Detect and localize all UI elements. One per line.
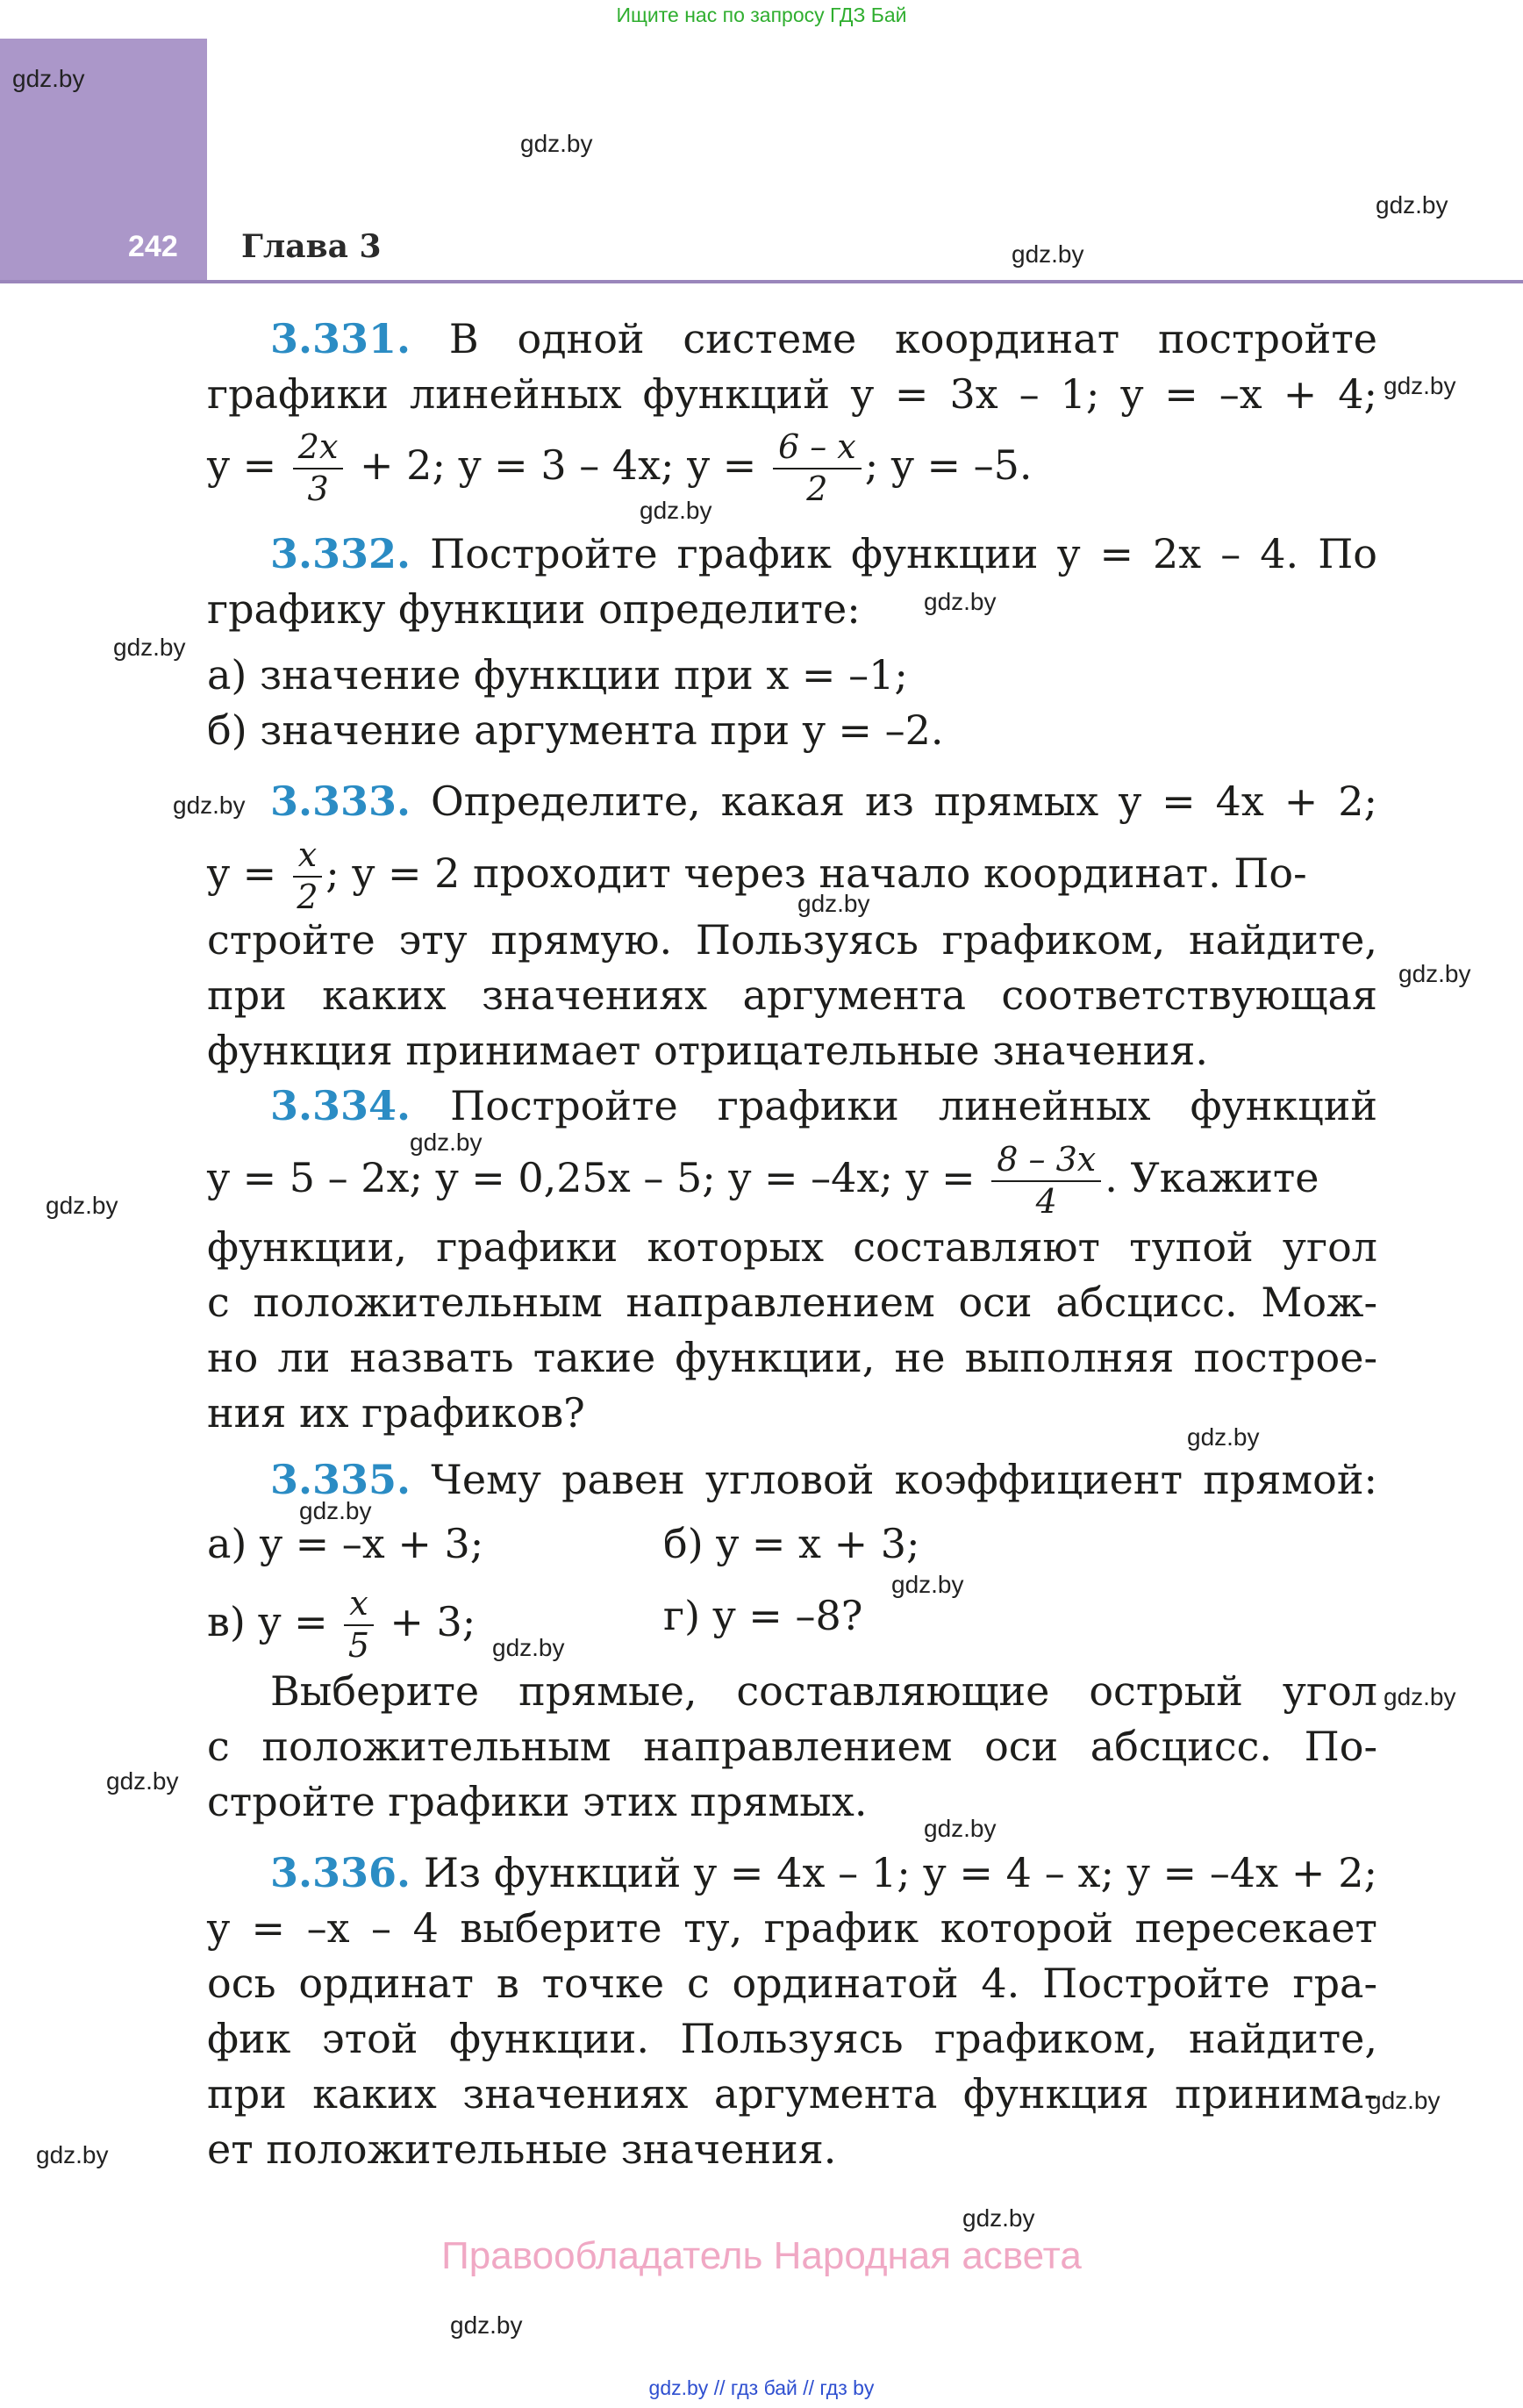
exercise-3333-line-5: функция принимает отрицательные значения. bbox=[207, 1027, 1209, 1074]
exercise-3334-line-6: ния их графиков? bbox=[207, 1389, 585, 1437]
exercise-3335-para-line-1: Выберите прямые, составляющие острый угол bbox=[270, 1667, 1377, 1715]
exercise-3332-line-2: графику функции определите: bbox=[207, 585, 861, 633]
exercise-3332-item-b: б) значение аргумента при y = –2. bbox=[207, 706, 944, 754]
watermark: gdz.by bbox=[106, 1767, 179, 1795]
exercise-3336-line-1: 3.336. Из функций y = 4x – 1; y = 4 – x; y = –4x + 2; bbox=[270, 1849, 1378, 1896]
exercise-3334-line-4: с положительным направлением оси абсцисс. Мож- bbox=[207, 1279, 1377, 1326]
chapter-title: Глава 3 bbox=[241, 228, 382, 265]
fraction: $\frac{6 - x}{2}$ bbox=[773, 430, 862, 507]
fraction: $\frac{x}{2}$ bbox=[293, 838, 322, 915]
exercise-3336-line-5: при каких значениях аргумента функция принима- bbox=[207, 2070, 1377, 2118]
watermark: gdz.by bbox=[299, 1497, 372, 1524]
exercise-number: 3.334. bbox=[270, 1082, 411, 1129]
exercise-number: 3.336. bbox=[270, 1849, 411, 1896]
watermark: gdz.by bbox=[173, 792, 246, 819]
watermark: gdz.by bbox=[1384, 1683, 1456, 1710]
exercise-number: 3.331. bbox=[270, 315, 411, 362]
exercise-3334-line-2: y = 5 – 2x; y = 0,25x – 5; y = –4x; y = $\frac{8 - 3x}{4}$ . Укажите bbox=[207, 1140, 1319, 1221]
exercise-3331-line-3: y = $\frac{2x}{3}$ + 2; y = 3 – 4x; y = $\frac{6 - x}{2}$ ; y = –5. bbox=[207, 427, 1033, 508]
copyright-holder: Правообладатель Народная асвета bbox=[441, 2234, 1082, 2277]
watermark: gdz.by bbox=[924, 588, 997, 615]
exercise-3336-line-4: фик этой функции. Пользуясь графиком, найдите, bbox=[207, 2015, 1377, 2062]
watermark: gdz.by bbox=[520, 130, 593, 157]
watermark: gdz.by bbox=[962, 2204, 1035, 2232]
exercise-3335-para-line-3: стройте графики этих прямых. bbox=[207, 1778, 868, 1825]
exercise-3332-item-a: а) значение функции при x = –1; bbox=[207, 651, 908, 699]
exercise-3334-line-5: но ли назвать такие функции, не выполняя построе- bbox=[207, 1334, 1377, 1381]
exercise-3335-line-1: 3.335. Чему равен угловой коэффициент прямой: bbox=[270, 1456, 1377, 1503]
exercise-number: 3.333. bbox=[270, 778, 411, 825]
watermark: gdz.by bbox=[1384, 372, 1456, 399]
exercise-3336-line-3: ось ординат в точке с ординатой 4. Постройте гра- bbox=[207, 1960, 1377, 2007]
page-number: 242 bbox=[128, 230, 178, 263]
exercise-3333-line-4: при каких значениях аргумента соответствующая bbox=[207, 971, 1377, 1019]
watermark: gdz.by bbox=[891, 1571, 964, 1598]
watermark: gdz.by bbox=[410, 1129, 483, 1156]
exercise-number: 3.332. bbox=[270, 530, 411, 577]
watermark: gdz.by bbox=[1368, 2087, 1441, 2114]
watermark: gdz.by bbox=[46, 1192, 118, 1219]
exercise-number: 3.335. bbox=[270, 1456, 411, 1503]
fraction: $\frac{x}{5}$ bbox=[344, 1587, 373, 1664]
watermark: gdz.by bbox=[1398, 960, 1471, 987]
exercise-3335-item-v: в) y = $\frac{x}{5}$ + 3; bbox=[207, 1584, 476, 1665]
exercise-3331-line-1: 3.331. В одной системе координат постройте bbox=[270, 315, 1377, 362]
exercise-3334-line-1: 3.334. Постройте графики линейных функций bbox=[270, 1082, 1378, 1129]
exercise-3335-item-g: г) y = –8? bbox=[663, 1592, 863, 1639]
watermark: gdz.by bbox=[36, 2141, 109, 2168]
exercise-3336-line-2: y = –x – 4 выберите ту, график которой пересекает bbox=[207, 1904, 1377, 1952]
fraction: $\frac{2x}{3}$ bbox=[293, 430, 344, 507]
watermark: gdz.by bbox=[492, 1634, 565, 1661]
footer-links[interactable]: gdz.by // гдз бай // гдз by bbox=[648, 2376, 875, 2399]
header-rule bbox=[0, 280, 1523, 283]
exercise-3333-line-3: стройте эту прямую. Пользуясь графиком, найдите, bbox=[207, 916, 1377, 964]
exercise-3335-item-b: б) y = x + 3; bbox=[663, 1520, 920, 1567]
fraction: $\frac{8 - 3x}{4}$ bbox=[991, 1143, 1101, 1220]
watermark: gdz.by bbox=[450, 2311, 523, 2339]
exercise-3333-line-1: 3.333. Определите, какая из прямых y = 4x + 2; bbox=[270, 778, 1377, 825]
exercise-3335-item-a: а) y = –x + 3; bbox=[207, 1520, 484, 1567]
watermark: gdz.by bbox=[797, 890, 870, 917]
watermark: gdz.by bbox=[12, 65, 85, 92]
watermark: gdz.by bbox=[640, 497, 712, 524]
top-banner[interactable]: Ищите нас по запросу ГДЗ Бай bbox=[616, 4, 907, 26]
watermark: gdz.by bbox=[924, 1815, 997, 1842]
exercise-3333-line-2: y = $\frac{x}{2}$ ; y = 2 проходит через начало координат. По- bbox=[207, 835, 1307, 916]
exercise-3334-line-3: функции, графики которых составляют тупой угол bbox=[207, 1223, 1377, 1271]
exercise-3332-line-1: 3.332. Постройте график функции y = 2x – 4. По bbox=[270, 530, 1377, 577]
watermark: gdz.by bbox=[1187, 1423, 1260, 1451]
watermark: gdz.by bbox=[113, 634, 186, 661]
watermark: gdz.by bbox=[1012, 240, 1084, 268]
exercise-3331-line-2: графики линейных функций y = 3x – 1; y = –x + 4; bbox=[207, 370, 1377, 418]
exercise-3335-para-line-2: с положительным направлением оси абсцисс. По- bbox=[207, 1723, 1377, 1770]
exercise-3336-line-6: ет положительные значения. bbox=[207, 2125, 837, 2173]
watermark: gdz.by bbox=[1376, 191, 1448, 219]
